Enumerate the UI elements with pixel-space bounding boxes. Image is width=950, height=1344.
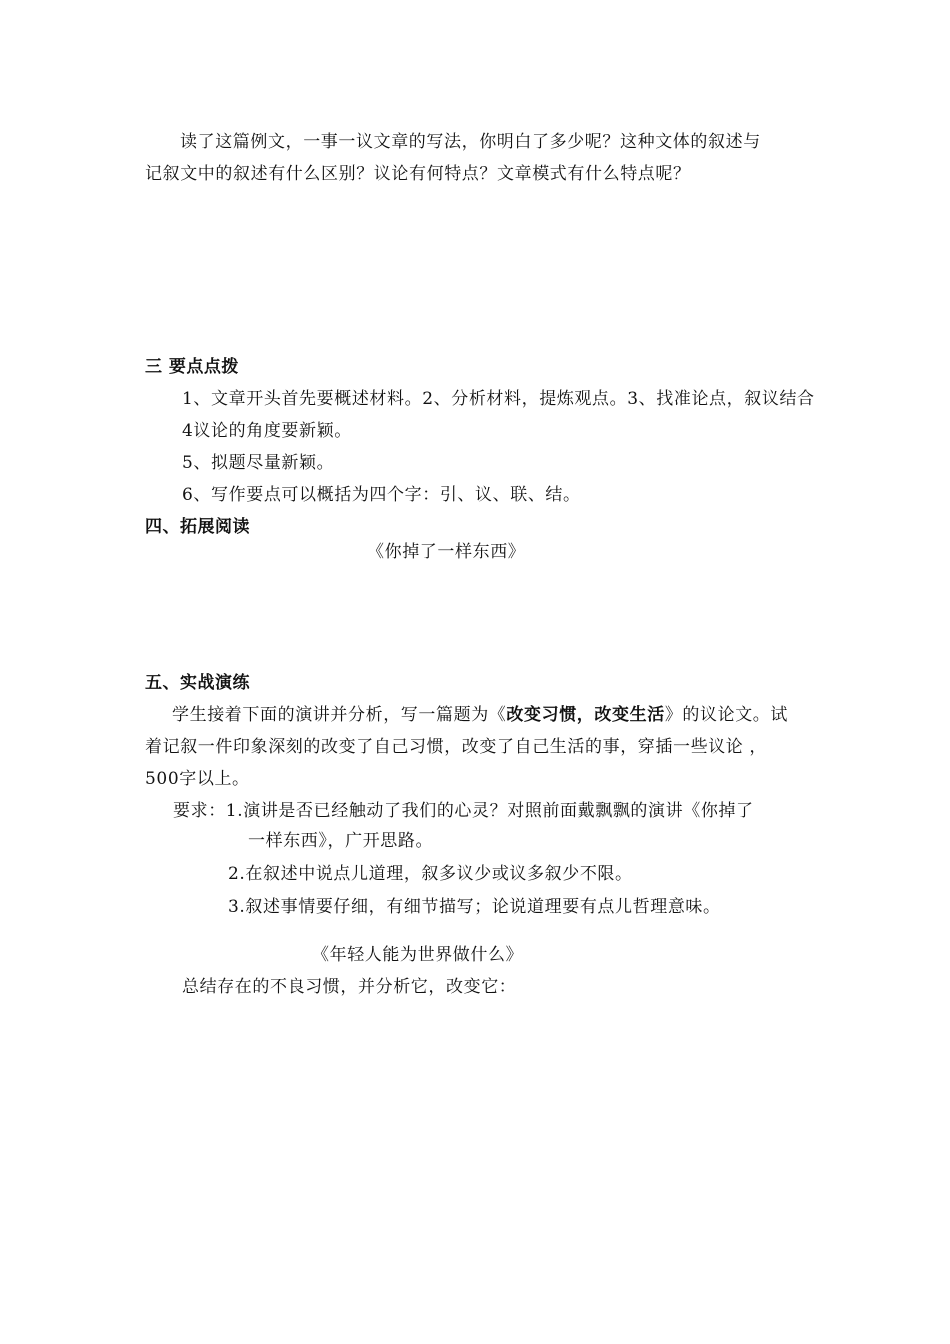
requirement-1-line-1: 要求：1.演讲是否已经触动了我们的心灵？对照前面戴飘飘的演讲《你掉了 — [173, 801, 754, 821]
section-3-item-4: 4议论的角度要新颖。 — [182, 421, 352, 441]
summary-prompt: 总结存在的不良习惯，并分析它，改变它： — [182, 977, 517, 997]
requirement-1-line-2: 一样东西》，广开思路。 — [248, 831, 434, 851]
task-text-before: 学生接着下面的演讲并分析，写一篇题为《 — [172, 705, 507, 725]
task-paragraph-line-1 — [172, 703, 788, 727]
essay-title: 改变习惯，改变生活 — [506, 705, 665, 725]
task-text-after: 》的议论文。试 — [664, 705, 789, 725]
section-5-heading: 五、实战演练 — [145, 673, 250, 693]
requirement-3: 3.叙述事情要仔细，有细节描写；论说道理要有点儿哲理意味。 — [228, 897, 721, 917]
section-3-item-1: 1、文章开头首先要概述材料。2、分析材料，提炼观点。3、找准论点，叙议结合 — [182, 389, 815, 409]
intro-line-2: 记叙文中的叙述有什么区别？议论有何特点？文章模式有什么特点呢？ — [145, 164, 691, 184]
section-3-item-5: 5、拟题尽量新颖。 — [182, 453, 335, 473]
section-3-item-6: 6、写作要点可以概括为四个字：引、议、联、结。 — [182, 485, 581, 505]
task-paragraph-line-2: 着记叙一件印象深刻的改变了自己习惯，改变了自己生活的事，穿插一些议论 ， — [145, 737, 768, 757]
intro-line-1: 读了这篇例文，一事一议文章的写法，你明白了多少呢？这种文体的叙述与 — [180, 132, 761, 152]
task-paragraph-line-3: 500字以上。 — [145, 769, 250, 789]
section-4-heading: 四、拓展阅读 — [145, 517, 250, 537]
reading-title: 《你掉了一样东西》 — [367, 542, 526, 562]
section-3-heading: 三 要点点拨 — [145, 357, 239, 377]
speech-title: 《年轻人能为世界做什么》 — [312, 945, 524, 965]
requirement-2: 2.在叙述中说点儿道理，叙多议少或议多叙少不限。 — [228, 864, 633, 884]
